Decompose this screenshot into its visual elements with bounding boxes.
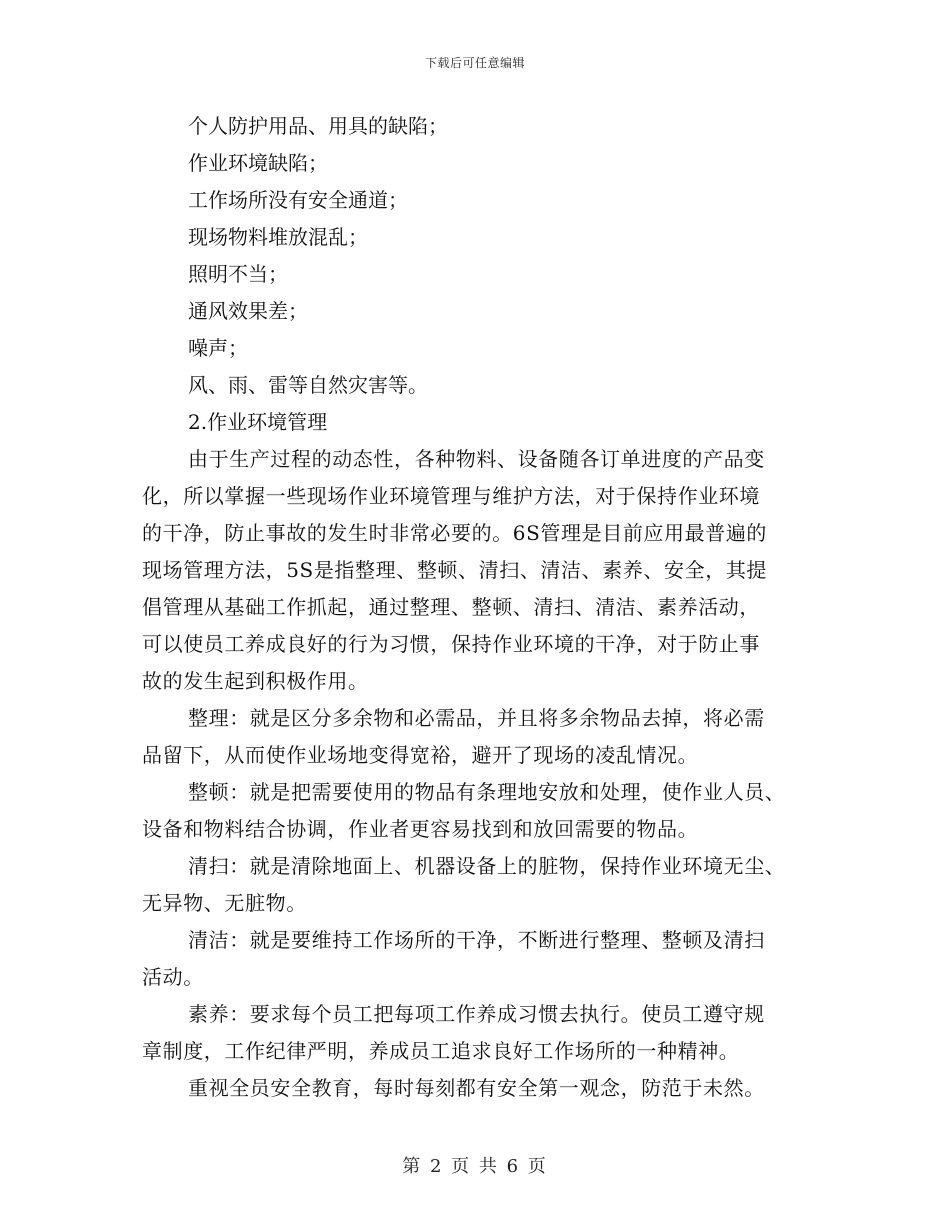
list-item: 工作场所没有安全通道；: [188, 188, 408, 212]
paragraph-line: 整理：就是区分多余物和必需品，并且将多余物品去掉，将必需: [188, 706, 765, 730]
paragraph-line: 由于生产过程的动态性，各种物料、设备随各订单进度的产品变: [188, 447, 765, 471]
paragraph-intro: [142, 441, 812, 700]
paragraph-seiketsu: [142, 922, 812, 996]
paragraph-line: 章制度，工作纪律严明，养成员工追求良好工作场所的一种精神。: [142, 1039, 740, 1063]
paragraph-seiton: [142, 774, 812, 848]
paragraph-line: 活动。: [142, 965, 204, 989]
paragraph-seiri: [142, 700, 812, 774]
paragraph-line: 素养：要求每个员工把每项工作养成习惯去执行。使员工遵守规: [188, 1002, 765, 1026]
page-number: 第 2 页 共 6 页: [402, 1156, 548, 1177]
paragraph-shitsuke: [142, 996, 812, 1070]
paragraph-line: 清洁：就是要维持工作场所的干净，不断进行整理、整顿及清扫: [188, 928, 765, 952]
paragraph-line: 现场管理方法，5S是指整理、整顿、清扫、清洁、素养、安全，其提: [142, 558, 768, 582]
paragraph-safety: [142, 1070, 812, 1107]
paragraph-line: 倡管理从基础工作抓起，通过整理、整顿、清扫、清洁、素养活动，: [142, 595, 760, 619]
paragraph-seiso: [142, 848, 812, 922]
paragraph-line: 清扫：就是清除地面上、机器设备上的脏物，保持作业环境无尘、: [188, 854, 786, 878]
list-item: 噪声；: [188, 336, 248, 360]
section-title: 2.作业环境管理: [188, 410, 328, 434]
paragraph-line: 整顿：就是把需要使用的物品有条理地安放和处理，使作业人员、: [188, 780, 786, 804]
paragraph-line: 可以使员工养成良好的行为习惯，保持作业环境的干净，对于防止事: [142, 632, 760, 656]
paragraph-line: 化，所以掌握一些现场作业环境管理与维护方法，对于保持作业环境: [142, 484, 760, 508]
document-body: [142, 108, 812, 1107]
page-header: 下载后可任意编辑: [424, 56, 525, 70]
paragraph-line: 重视全员安全教育，每时每刻都有安全第一观念，防范于未然。: [188, 1076, 765, 1100]
list-item: 个人防护用品、用具的缺陷；: [188, 114, 448, 138]
hazard-list: [142, 108, 812, 404]
paragraph-line: 无异物、无脏物。: [142, 891, 307, 915]
paragraph-line: 故的发生起到积极作用。: [142, 669, 369, 693]
list-item: 照明不当；: [188, 262, 288, 286]
list-item: 作业环境缺陷；: [188, 151, 328, 175]
list-item: 风、雨、雷等自然灾害等。: [188, 373, 428, 397]
list-item: 通风效果差；: [188, 299, 308, 323]
paragraph-line: 的干净，防止事故的发生时非常必要的。6S管理是目前应用最普遍的: [142, 521, 768, 545]
paragraph-line: 品留下，从而使作业场地变得宽裕，避开了现场的凌乱情况。: [142, 743, 699, 767]
list-item: 现场物料堆放混乱；: [188, 225, 368, 249]
paragraph-line: 设备和物料结合协调，作业者更容易找到和放回需要的物品。: [142, 817, 699, 841]
